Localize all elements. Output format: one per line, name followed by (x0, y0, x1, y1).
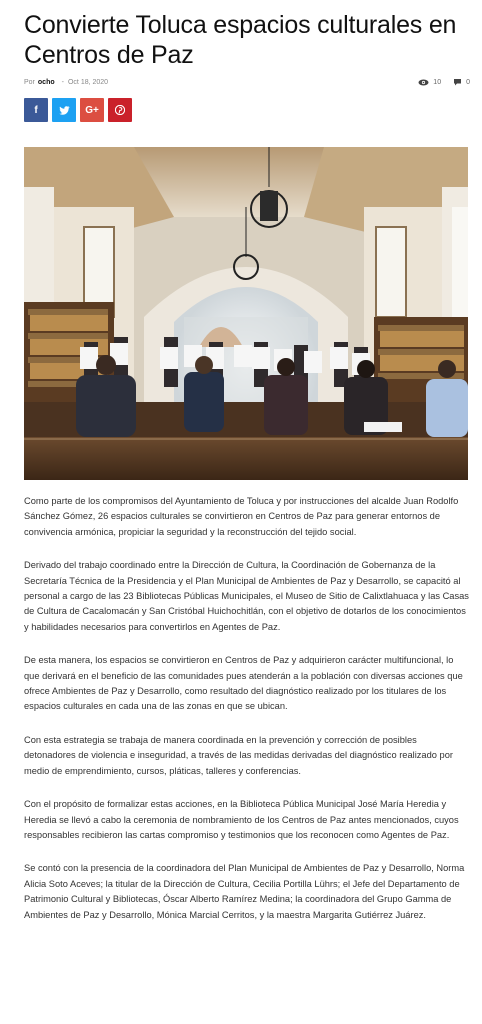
article-photo (24, 147, 468, 480)
eye-icon (418, 79, 429, 86)
twitter-share-button[interactable] (52, 98, 76, 122)
body-paragraph: Como parte de los compromisos del Ayuntamiento de Toluca y por instrucciones del alcalde Juan Rodolfo Sánchez Gómez, 26 espacios culturales se convirtieron en Centros de Paz para generar entornos de convivencia armónica, propiciar la seguridad y la reconstrucción del tejido social. (24, 496, 459, 537)
author-link[interactable]: ocho (37, 78, 55, 86)
google-plus-share-button[interactable] (80, 98, 104, 122)
article-stats (418, 78, 470, 86)
publish-date: Oct 18, 2020 (67, 78, 109, 86)
body-paragraph: Derivado del trabajo coordinado entre la Dirección de Cultura, la Coordinación de Gobernanza de la Secretaría Técnica de la Presidencia y el Plan Municipal de Ambientes de Paz y Desarrollo, se capacitó al personal a cargo de las 23 Bibliotecas Públicas Municipales, el Museo de Sitio de Calixtlahuaca y las Casas de Cultura de Cacalomacán y San Cristóbal Huichochitlán, con el objetivo de dotarlos de los conocimientos y habilidades necesarios para convertirlos en Agentes de Paz. (24, 560, 469, 632)
body-paragraph: Con esta estrategia se trabaja de manera coordinada en la prevención y corrección de posibles detonadores de violencia e inseguridad, a través de las medidas derivadas del diagnóstico realizado por medio de emprendimiento, cursos, pláticas, talleres y conferencias. (24, 734, 453, 776)
body-paragraph: Con el propósito de formalizar estas acciones, en la Biblioteca Pública Municipal José María Heredia y Heredia se llevó a cabo la ceremonia de nombramiento de los Centros de Paz antes mencionados, cuyos responsables recibieron las cartas compromiso y testimonios que los reconocen como Agentes de Paz. (24, 799, 459, 840)
pinterest-icon (115, 105, 125, 115)
google-plus-icon: G+ (85, 104, 99, 116)
share-buttons (24, 98, 132, 122)
comment-icon (453, 78, 462, 86)
article-body (24, 494, 470, 941)
comments-count: 0 (466, 78, 470, 86)
comments-stat[interactable] (453, 78, 470, 86)
views-count: 10 (433, 78, 442, 86)
pinterest-share-button[interactable] (108, 98, 132, 122)
article-title: Convierte Toluca espacios culturales en Centros de Paz (24, 11, 457, 69)
facebook-icon: f (34, 104, 38, 116)
twitter-icon (59, 106, 70, 115)
facebook-share-button[interactable] (24, 98, 48, 122)
views-stat (418, 79, 441, 86)
body-paragraph: De esta manera, los espacios se convirtieron en Centros de Paz y adquirieron carácter multifuncional, lo que derivará en el beneficio de las comunidades pues atenderán a la población con diversas acciones que ofrece Ambientes de Paz y Desarrollo, como resultado del diagnóstico realizado por los titulares de los espacios culturales en cada una de las zonas en que se ubican. (24, 655, 463, 712)
body-paragraph: Se contó con la presencia de la coordinadora del Plan Municipal de Ambientes de Paz y Desarrollo, Norma Alicia Soto Aceves; la titular de la Dirección de Cultura, Cecilia Portilla Lührs; el Jefe del Departamento de Patrimonio Cultural y Bibliotecas, Óscar Alberto Ramírez Medina; la coordinadora del Grupo Gamma de Ambientes de Paz y Desarrollo, Mónica Marcial Cerritos, y la maestra Margarita Gutiérrez Juárez. (24, 863, 465, 920)
meta-separator: - (61, 78, 64, 86)
by-label: Por (24, 78, 35, 86)
article-meta (24, 76, 470, 88)
